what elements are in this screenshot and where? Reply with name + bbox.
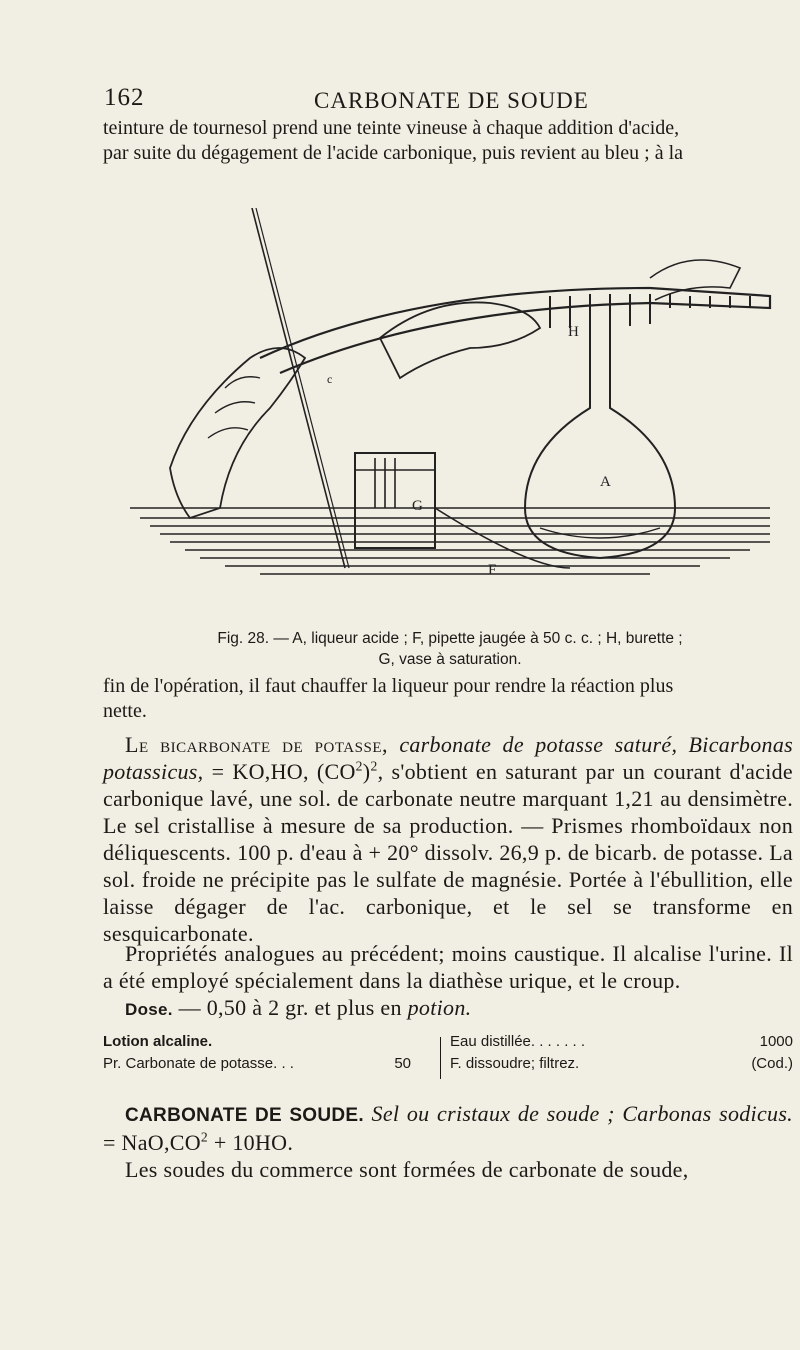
instruction-text: F. dissoudre; filtrez. [450, 1055, 580, 1072]
recipe-lotion-alcaline [103, 1033, 793, 1081]
recipe-divider [440, 1037, 441, 1079]
soude-name: CARBONATE DE SOUDE. [125, 1105, 364, 1126]
bicarbonate-formula-b: ) [362, 759, 371, 784]
bicarbonate-synonyms: carbonate de potasse saturé, Bicarbonas potassicus, [103, 732, 793, 784]
ingredient-2-qty: 1000 [759, 1033, 793, 1050]
recipe-left-column [103, 1033, 423, 1077]
intro-line-2: par suite du dégagement de l'acide carbonique, puis revient au bleu ; à la [103, 142, 684, 164]
label-A: A [600, 474, 611, 490]
intro-line-1: teinture de tournesol prend une teinte vineuse à chaque addition d'acide, [103, 117, 680, 139]
page-number: 162 [104, 84, 145, 111]
running-title: CARBONATE DE SOUDE [314, 88, 589, 113]
properties-paragraph [103, 940, 793, 1023]
intro-paragraph [103, 116, 793, 166]
soude-synonyms: Sel ou cristaux de soude ; Carbonas sodicus. [371, 1101, 793, 1126]
soude-formula-a: = NaO,CO [103, 1130, 201, 1155]
bicarbonate-formula-a: = KO,HO, (CO [211, 759, 356, 784]
soude-formula-b: + 10HO. [213, 1130, 294, 1155]
bicarbonate-paragraph [103, 731, 793, 947]
label-F: F [488, 562, 497, 578]
soude-formula-superscript: 2 [200, 1129, 209, 1145]
soude-paragraph [103, 1100, 793, 1183]
recipe-ingredient-1 [103, 1055, 423, 1077]
bicarbonate-description: , s'obtient en saturant par un courant d'acide carbonique lavé, une sol. de carbonate neutre marquant 1,21 au densimètre. Le sel cristallise à mesure de sa production. — Prismes rhomboïdaux non déliquescents. 100 p. d'eau à + 20° dissolv. 26,9 p. de bicarb. de potasse. La sol. froide ne précipite pas le sulfate de magnésie. Portée à l'ébullition, elle laisse dégager de l'ac. carbonique, et le sel se transforme en sesquicarbonate. [103, 759, 793, 946]
after-figure-paragraph [103, 674, 793, 724]
bicarbonate-name: Le bicarbonate de potasse, [125, 732, 388, 757]
ingredient-2-name: Eau distillée. . . . . . . [450, 1033, 586, 1050]
recipe-source: (Cod.) [751, 1055, 793, 1072]
recipe-right-column [450, 1033, 793, 1077]
formula-superscript: 2 [355, 758, 363, 774]
ingredient-1-name: Pr. Carbonate de potasse. . . [103, 1055, 294, 1072]
titration-apparatus-figure [130, 208, 780, 618]
recipe-title: Lotion alcaline. [103, 1033, 213, 1050]
ingredient-1-qty: 50 [394, 1055, 411, 1072]
after-figure-line-1: fin de l'opération, il faut chauffer la liqueur pour rendre la réaction plus [103, 675, 674, 697]
flask-A [525, 318, 675, 558]
dose-label: Dose. [125, 1000, 173, 1019]
burette-H [260, 260, 770, 373]
hand-right [380, 302, 540, 378]
label-H: H [568, 324, 579, 340]
formula-superscript-2: 2 [370, 758, 378, 774]
label-G: G [412, 498, 423, 514]
caption-line-2: G, vase à saturation. [378, 651, 522, 668]
pipette-F [252, 208, 345, 568]
properties-text: Propriétés analogues au précédent; moins caustique. Il alcalise l'urine. Il a été employé spécialement dans la diathèse urique, et le croup. [103, 941, 793, 993]
after-figure-line-2: nette. [103, 700, 147, 722]
hand-left [170, 348, 305, 518]
dose-italic: potion. [407, 995, 472, 1020]
recipe-instruction [450, 1055, 793, 1077]
recipe-ingredient-2 [450, 1033, 793, 1055]
soude-last-line: Les soudes du commerce sont formées de carbonate de soude, [125, 1157, 689, 1182]
figure-caption [110, 628, 790, 670]
caption-line-1: Fig. 28. — A, liqueur acide ; F, pipette jaugée à 50 c. c. ; H, burette ; [217, 630, 683, 647]
dose-text: — 0,50 à 2 gr. et plus en [178, 995, 402, 1020]
label-c: c [327, 372, 333, 386]
